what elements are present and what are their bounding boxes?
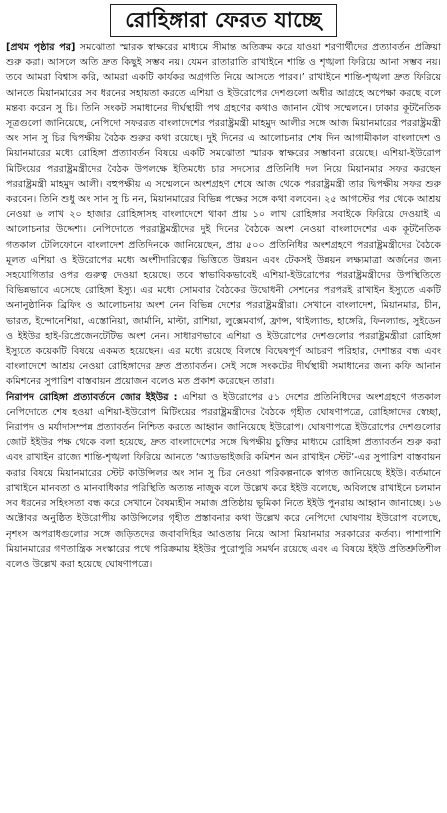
article-body (6, 40, 441, 572)
paragraph-2 (6, 390, 441, 572)
paragraph-1 (6, 40, 441, 390)
section-subhead: নিরাপদ রোহিঙ্গা প্রত্যাবর্তনে জোর ইইউর : (6, 391, 178, 403)
headline-container (6, 4, 441, 37)
paragraph-1-text: সমঝোতা স্মারক স্বাক্ষরের মাধ্যমে সীমান্ত অতিক্রম করে যাওয়া শরণার্থীদের প্রত্যাবর্তন প্রক্রিয়া শুরু করা। আসলে অতি দ্রুত কিছুই সম্ভব নয়। যেমন রাতারাতি রাখাইনে শান্তি ও শৃঙ্খলা ফিরিয়ে আনা সম্ভব নয়। তবে আমরা বিশ্বাস করি, আমরা একটি কার্যকর অগ্রগতি নিয়ে আসতে পারব।’ রাখাইনে শান্তি-শৃঙ্খলা দ্রুত ফিরিয়ে আনতে মিয়ানমারের সব ধরনের সহায়তা করতে এশিয়া ও ইউরোপের দেশগুলো অধীর আগ্রহে অপেক্ষা করছে বলে মন্তব্য করেন সু চি। তিনি সংকট সমাধানের দীর্ঘস্থায়ী পথ গ্রহণের কথাও জানান যৌথ সম্মেলনে। ঢাকার কূটনৈতিক সূত্রগুলো জানিয়েছে, নেপিদো সফররত বাংলাদেশের পররাষ্ট্রমন্ত্রী মাহমুদ আলীর সঙ্গে আজ মিয়ানমারের পররাষ্ট্রমন্ত্রী অং সান সু চির দ্বিপক্ষীয় বৈঠক শুরুর কথা রয়েছে। দুই দিনের এ আলোচনার শেষ দিন আগামীকাল বাংলাদেশ ও মিয়ানমারের মধ্যে রোহিঙ্গা প্রত্যাবর্তন বিষয়ে একটি সমঝোতা স্মারক স্বাক্ষরের সম্ভাবনা রয়েছে। এশিয়া-ইউরোপ মিটিংয়ের পররাষ্ট্রমন্ত্রীদের বৈঠক উপলক্ষে ইতিমধ্যে চার সদস্যের প্রতিনিধি দল নিয়ে মিয়ানমার সফর করছেন পররাষ্ট্রমন্ত্রী মাহমুদ আলী। বহুপক্ষীয় এ সম্মেলনে অংশগ্রহণ শেষে আজ থেকে পররাষ্ট্রমন্ত্রী তার দ্বিপক্ষীয় সফর শুরু করবেন। তিনি শুধু অং সান সু চি নন, মিয়ানমারের বিভিন্ন পক্ষের সঙ্গে কথা বলবেন। ২৫ আগস্টের পর থেকে আশ্রয় নেওয়া ৬ লাখ ২০ হাজার রোহিঙ্গাসহ বাংলাদেশে থাকা প্রায় ১০ লাখ রোহিঙ্গার সবাইকে ফিরিয়ে দেওয়াই এ আলোচনার উদ্দেশ্য। নেপিদোতে পররাষ্ট্রমন্ত্রীদের দুই দিনের বৈঠকে অংশ নেওয়া বাংলাদেশের এক কূটনৈতিক গতকাল টেলিফোনে বাংলাদেশ প্রতিদিনকে জানিয়েছেন, প্রায় ৫০০ প্রতিনিধির অংশগ্রহণে পররাষ্ট্রমন্ত্রীদের বৈঠকে মূলত এশিয়া ও ইউরোপের মধ্যে অংশীদারিত্বের ভিত্তিতে উন্নয়ন এবং টেকসই উন্নয়ন লক্ষ্যমাত্রা অর্জনের জন্য সহযোগিতার ওপর গুরুত্ব দেওয়া হয়েছে। তবে স্বাভাবিকভাবেই এশিয়া-ইউরোপের পররাষ্ট্রমন্ত্রীদের উপস্থিতিতে বিভিন্নভাবে এসেছে রোহিঙ্গা ইস্যু। এর মধ্যে সোমবার বৈঠকের উদ্বোধনী সেশনের পরপরই রাখাইন ইস্যুতে একটি অনানুষ্ঠানিক ব্রিফিং ও আলোচনায় অংশ নেন বিভিন্ন দেশের পররাষ্ট্রমন্ত্রীরা। সেখানে বাংলাদেশ, মিয়ানমার, চীন, ভারত, ইন্দোনেশিয়া, এস্তোনিয়া, জার্মানি, মাল্টা, রাশিয়া, লুক্সেমবার্গ, ফ্রান্স, থাইল্যান্ড, হাঙ্গেরি, ফিনল্যান্ড, সুইডেন ও ইইউর হাই-রিপ্রেজেনটেটিভ অংশ নেন। সাধারণভাবে এশিয়া ও ইউরোপের দেশগুলোর পররাষ্ট্রমন্ত্রীরা রোহিঙ্গা ইস্যুতে কয়েকটি বিষয়ে একমত হয়েছেন। এর মধ্যে রয়েছে বিলম্বে বিদ্বেষপূর্ণ আচরণ পরিহার, দেশান্তর বন্ধ এবং বাংলাদেশে আশ্রয় নেওয়া রোহিঙ্গাদের দ্রুত প্রত্যাবর্তন। সেই সঙ্গে সংকটের দীর্ঘস্থায়ী সমাধানের জন্য কফি আনান কমিশনের সুপারিশ বাস্তবায়ন প্রয়োজন বলেও মত প্রকাশ করেছেন তারা। (6, 42, 441, 388)
headline: রোহিঙ্গারা ফেরত যাচ্ছে (110, 4, 336, 37)
continued-from-label: [প্রথম পৃষ্ঠার পর] (6, 42, 76, 53)
paragraph-2-text: এশিয়া ও ইউরোপের ৫১ দেশের প্রতিনিধিদের অংশগ্রহণে গতকাল নেপিদোতে শেষ হওয়া এশিয়া-ইউরোপ মিটিংয়ের পররাষ্ট্রমন্ত্রীদের বৈঠকে গৃহীত ঘোষণাপত্রে, রোহিঙ্গাদের স্বেচ্ছা, নিরাপদ ও মর্যাদাসম্পন্ন প্রত্যাবর্তন নিশ্চিত করতে আহ্বান জানিয়েছে ইউরোপ। ঘোষণাপত্রে ইউরোপের দেশগুলোর জোট ইইউর পক্ষ থেকে বলা হয়েছে, দ্রুত বাংলাদেশের সঙ্গে দ্বিপক্ষীয় চুক্তির মাধ্যমে রোহিঙ্গা প্রত্যাবর্তন শুরু করা এবং রাখাইন রাজ্যে শান্তি-শৃঙ্খলা ফিরিয়ে আনতে ‘অ্যাডভাইজরি কমিশন অন রাখাইন স্টেট’-এর সুপারিশ বাস্তবায়ন করার বিষয়ে মিয়ানমারের স্টেট কাউন্সিলর অং সান সু চির নেওয়া পরিকল্পনাকে স্বাগত জানিয়েছে ইইউ। বর্তমানে রাখাইনে মানবতা ও মানবাধিকার পরিস্থিতি অত্যন্ত নাজুক বলে উল্লেখ করে ইইউ বলেছে, অবিলম্বে রাখাইনে চলমান সব ধরনের সহিংসতা বন্ধ করে সেখানে বৈষম্যহীন সমাজ প্রতিষ্ঠায় ভূমিকা নিতে ইইউ পুনরায় আহ্বান জানাচ্ছে। ১৬ অক্টোবর অনুষ্ঠিত ইউরোপীয় কাউন্সিলের গৃহীত প্রস্তাবনার কথা উল্লেখ করে নেপিদো ঘোষণায় ইউরোপ বলেছে, নৃশংস অপরাধগুলোর সঙ্গে জড়িতদের জবাবদিহির আওতায় নিয়ে আসা মিয়ানমার সরকারের কর্তব্য। পাশাপাশি মিয়ানমারের গণতান্ত্রিক সংস্কারের পথে পরিক্রমায় ইইউর পুরোপুরি সমর্থন রয়েছে এবং এ বিষয়ে ইইউ প্রতিশ্রুতিশীল বলেও উল্লেখ করা হয়েছে ঘোষণাপত্রে। (6, 391, 441, 570)
